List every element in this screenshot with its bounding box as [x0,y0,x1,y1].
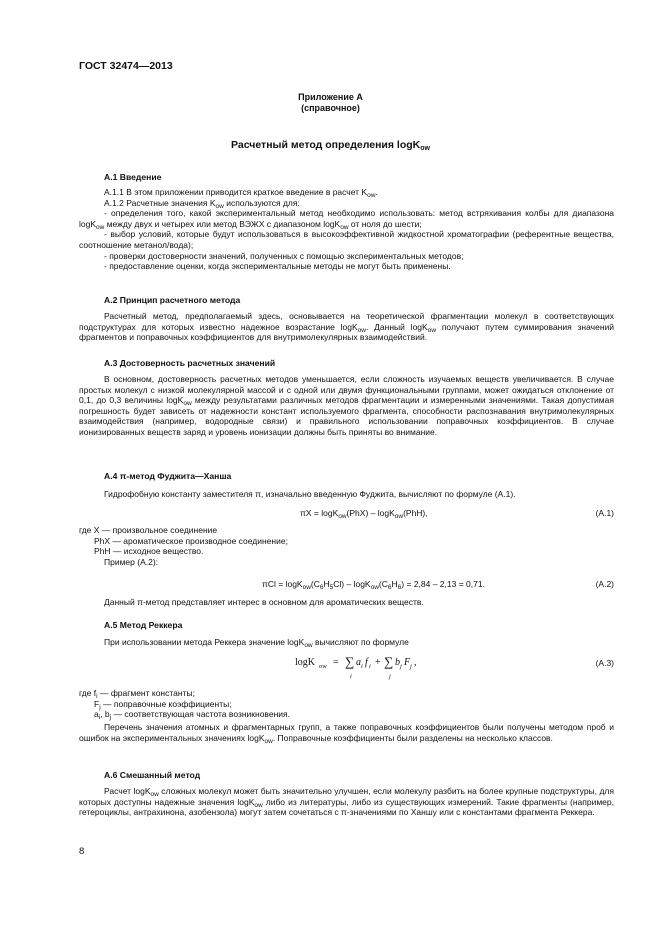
f3-F: F [404,657,411,668]
section-a2-heading: А.2 Принцип расчетного метода [104,295,241,305]
f3-f-sub: i [369,663,371,670]
section-a4-note: Данный π-метод представляет интерес в основном для ароматических веществ. [104,597,424,607]
standard-number: ГОСТ 32474—2013 [79,60,173,72]
formula-a2: $\pi Cl = \log K_{ow}(C_6H_5Cl) - \log K_{ow}(C_6H_6) = 2,84 - 2,13 = 0,71$. [262,579,485,591]
section-a2-body: Расчетный метод, предполагаемый здесь, основывается на теоретической фрагментации молекул в соответствующих подструктурах для которых известно надежное возрастание logK$_{ow}$. Данный logK$_{ow}$ получают путем суммирования значений фрагментов и поправочных коэффициентов для внутримолекулярных взаимодействий. [79,311,615,343]
appendix-type: (справочное) [301,103,360,113]
section-a1-body: А.1.1 В этом приложении приводится краткое введение в расчет $K_{ow}$. А.1.2 Расчетные значения $K_{ow}$ используются для: - определения того, какой экспериментальный метод необходимо использовать: метод встряхивания колбы для диапазона logK$_{ow}$ между двух и четырех или метод ВЭЖХ с диапазоном logK$_{ow}$ от ноля до шести; - выбор условий, которые будут использоваться в высокоэффективной жидкостной хроматографии (референтные вещества, соотношение метанол/вода); - проверки достоверности значений, полученных с помощью экспериментальных методов; - предоставление оценки, когда экспериментальные методы не могут быть применены. [79,187,614,272]
section-a3-body: В основном, достоверность расчетных методов уменьшается, если сложность изучаемых веществ увеличивается. В случае простых молекул с низкой молекулярной массой и с одной или двумя функциональными группами, может ожидаться отклонение от 0,1, до 0,3 величины logK$_{ow}$ между результатами различных методов фрагментации и измеренными значениями. Такая допустимая погрешность будет зависеть от надежности констант используемого фрагмента, способности распознавания внутримолекулярных взаимодействия (например, водородные связи) и правильного использовании поправочных коэффициентов. В случае ионизированных веществ заряд и уровень ионизации должны быть приняты во внимание. [79,374,614,437]
section-a4-heading: А.4 π-метод Фуджита—Ханша [104,471,232,481]
page-number: 8 [79,846,85,857]
formula-a3-number: (А.3) [595,658,614,668]
section-a6-body: Расчет logK$_{ow}$ сложных молекул может быть значительно улучшен, если молекулу разбить на более крупные подструктуры, для которых доступны надежные значения logK$_{ow}$ либо из литературы, либо из существующих измерений. Такие фрагменты (например, гетероциклы, антрахинона, азобензола) могут затем сочетаться с π-значениями по Ханшу или с константами фрагмента Реккера. [79,786,614,818]
f3-eq: = [333,657,339,668]
f3-b-sub: j [400,663,402,670]
section-a3-heading: А.3 Достоверность расчетных значений [104,358,276,368]
f3-a: a [356,657,361,668]
section-a5-intro: При использовании метода Реккера значение logK$_{ow}$ вычисляют по формуле [104,637,409,649]
formula-a3-definitions: где $f_i$ — фрагмент константы; $F_j$ — поправочные коэффициенты; $a_i$, $b_j$ — соответствующая частота возникновения. [79,688,290,722]
f3-b: b [395,657,400,668]
appendix-label: Приложение А [298,92,363,102]
f3-index-i: i [350,673,352,680]
f3-sum-j: ∑ [384,654,394,669]
formula-a3 [295,650,435,682]
formula-a1-definitions: где X — произвольное соединение PhX — ароматическое производное соединение; PhH — исходное вещество. Пример (А.2): [79,525,288,568]
f3-index-j: j [389,673,391,680]
f3-a-sub: i [361,663,363,670]
section-a4-intro: Гидрофобную константу заместителя π, изначально введенную Фуджита, вычисляют по формуле (А.1). [104,489,516,499]
f3-comma: , [414,657,417,668]
f3-f: f [365,657,368,668]
formula-a1-number: (А.1) [595,508,614,518]
f3-plus: + [375,657,381,668]
section-a5-heading: А.5 Метод Реккера [104,620,183,630]
section-a5-body: Перечень значения атомных и фрагментарных групп, а также поправочных коэффициентов были получены методом проб и ошибок на экспериментальных значениях logK$_{ow}$. Поправочные коэффициенты были разделены на несколько классов. [79,722,614,745]
formula-a2-number: (А.2) [595,579,614,589]
appendix-title: Расчетный метод определения logK$_{ow}$ [230,139,430,152]
f3-lhs: logK [295,657,315,668]
f3-sum-i: ∑ [345,654,355,669]
formula-a1: πX = logK$_{ow}$(PhX) – logK$_{ow}$(PhH), [300,508,428,520]
f3-F-sub: j [410,663,412,670]
section-a6-heading: А.6 Смешанный метод [104,770,201,780]
f3-lhs-sub: ow [319,663,327,670]
section-a1-heading: А.1 Введение [104,172,162,182]
